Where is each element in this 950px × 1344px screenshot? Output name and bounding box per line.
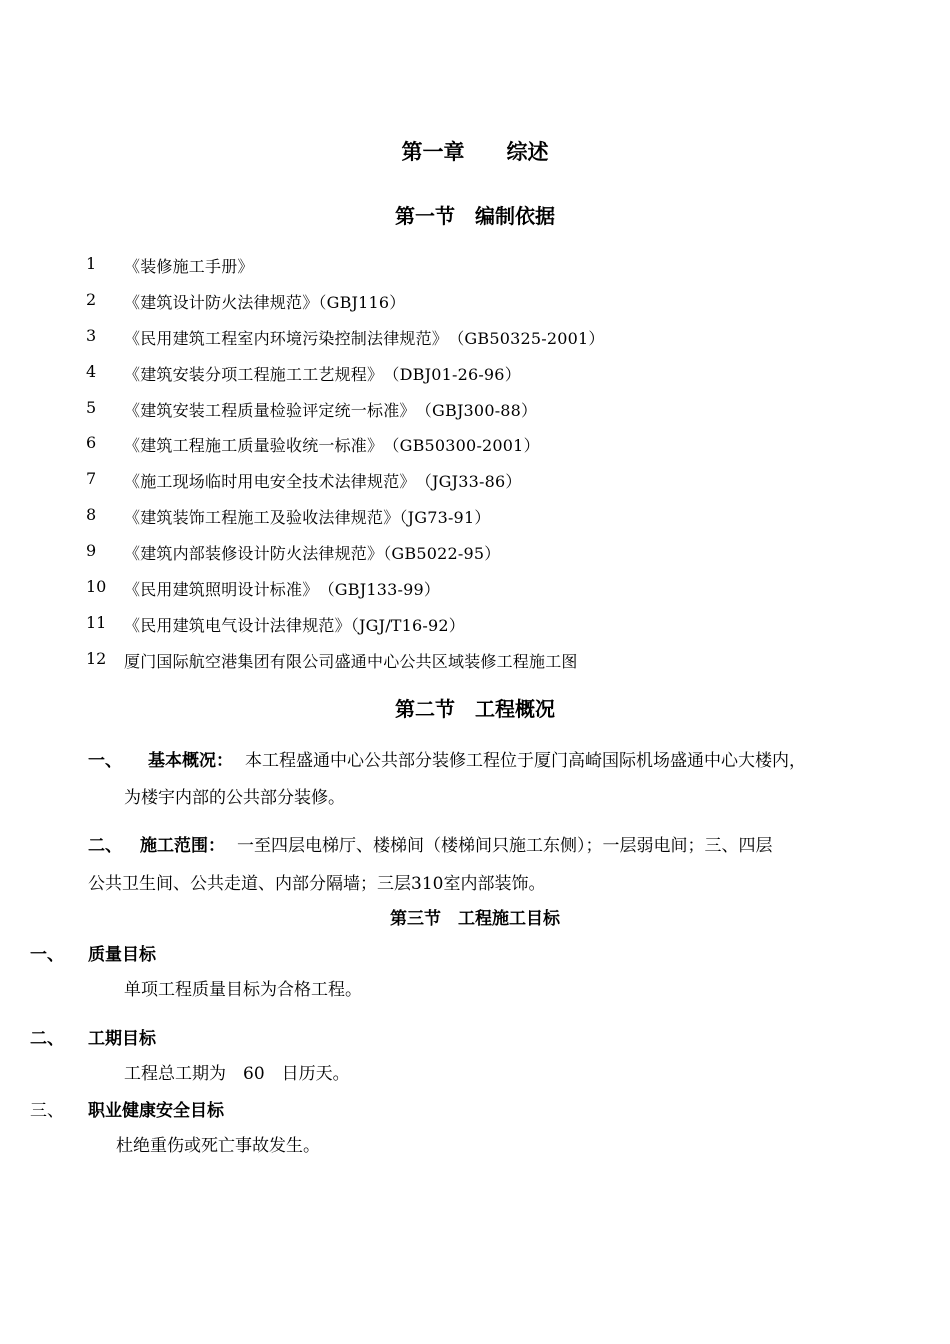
list-item-text: 《装修施工手册》 (124, 257, 254, 276)
list-item-text: 《民用建筑工程室内环境污染控制法律规范》 （GB50325-2001） (124, 329, 605, 348)
list-item-number: 3 (86, 326, 97, 345)
list-item-number: 4 (86, 362, 97, 381)
goal-marker: 二、 (30, 1029, 64, 1049)
list-item-number: 7 (86, 469, 97, 488)
goal-heading: 质量目标 (88, 945, 156, 965)
paragraph-marker: 一、 (88, 751, 122, 771)
section-3-title: 第三节 工程施工目标 (390, 909, 560, 929)
list-item-text: 厦门国际航空港集团有限公司盛通中心公共区域装修工程施工图 (124, 652, 578, 671)
goal-heading: 职业健康安全目标 (88, 1101, 224, 1121)
section-1-title: 第一节 编制依据 (395, 204, 555, 228)
paragraph-text-continued: 为楼宇内部的公共部分装修。 (124, 788, 345, 808)
list-item-text: 《民用建筑电气设计法律规范》（JGJ/T16-92） (124, 616, 465, 635)
list-item-number: 6 (86, 433, 97, 452)
paragraph-text: 一至四层电梯厅、楼梯间（楼梯间只施工东侧）；一层弱电间；三、四层 (237, 836, 773, 856)
list-item-number: 10 (86, 577, 107, 596)
list-item-text: 《建筑安装工程质量检验评定统一标准》 （GBJ300-88） (124, 401, 538, 420)
goal-heading: 工期目标 (88, 1029, 156, 1049)
list-item-text: 《建筑设计防火法律规范》（GBJ116） (124, 293, 406, 312)
goal-text: 单项工程质量目标为合格工程。 (124, 980, 362, 1000)
list-item-text: 《建筑工程施工质量验收统一标准》 （GB50300-2001） (124, 436, 540, 455)
paragraph-text-continued: 公共卫生间、公共走道、内部分隔墙；三层310室内部装饰。 (88, 874, 546, 894)
list-item-text: 《施工现场临时用电安全技术法律规范》 （JGJ33-86） (124, 472, 522, 491)
list-item-number: 11 (86, 613, 107, 632)
goal-marker: 一、 (30, 945, 64, 965)
list-item-number: 5 (86, 398, 97, 417)
section-2-title: 第二节 工程概况 (395, 697, 555, 721)
list-item-text: 《建筑内部装修设计防火法律规范》（GB5022-95） (124, 544, 501, 563)
goal-text: 工程总工期为 60 日历天。 (124, 1064, 350, 1084)
list-item-text: 《建筑装饰工程施工及验收法律规范》（JG73-91） (124, 508, 491, 527)
paragraph-label: 施工范围： (140, 836, 225, 856)
list-item-number: 12 (86, 649, 107, 668)
list-item-text: 《建筑安装分项工程施工工艺规程》 （DBJ01-26-96） (124, 365, 521, 384)
chapter-title: 第一章 综述 (401, 140, 549, 164)
list-item-number: 8 (86, 505, 97, 524)
paragraph-label: 基本概况： (148, 751, 233, 771)
list-item-number: 2 (86, 290, 97, 309)
goal-marker: 三、 (30, 1101, 64, 1121)
list-item-text: 《民用建筑照明设计标准》 （GBJ133-99） (124, 580, 441, 599)
list-item-number: 1 (86, 254, 97, 273)
paragraph-marker: 二、 (88, 836, 122, 856)
list-item-number: 9 (86, 541, 97, 560)
goal-text: 杜绝重伤或死亡事故发生。 (116, 1136, 320, 1156)
paragraph-text: 本工程盛通中心公共部分装修工程位于厦门高崎国际机场盛通中心大楼内， (245, 751, 806, 771)
